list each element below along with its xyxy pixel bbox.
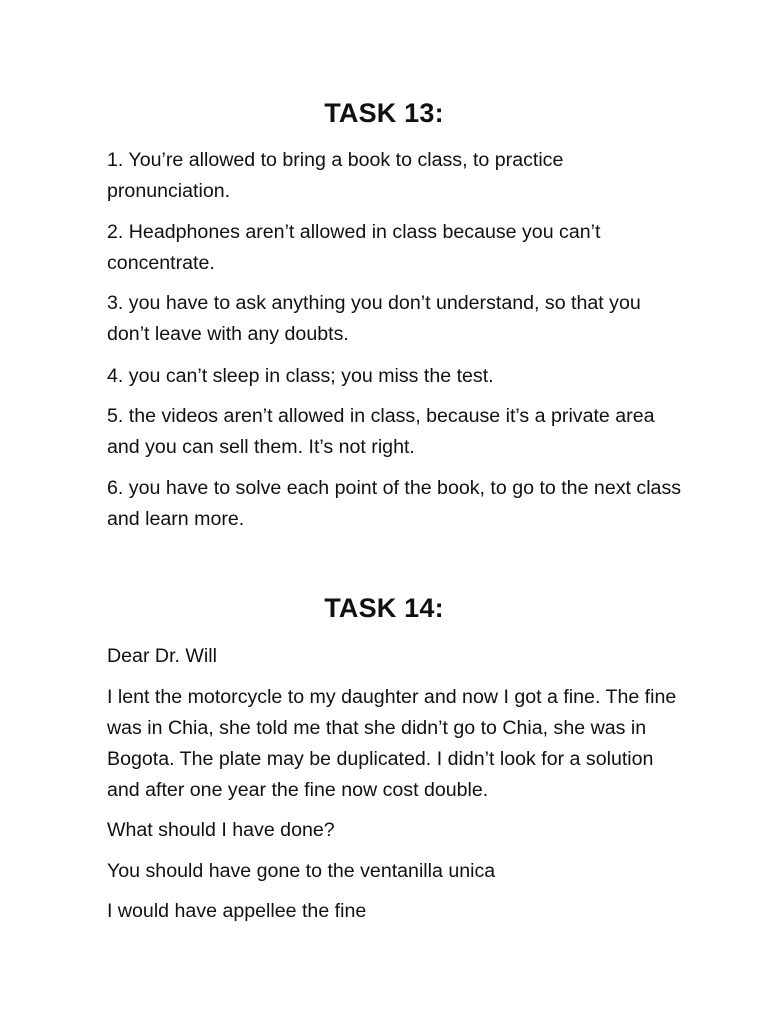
task-13-item-5: 5. the videos aren’t allowed in class, because it’s a private area and you can sell them. It’s not right.: [107, 405, 655, 458]
task-13-item-3: 3. you have to ask anything you don’t understand, so that you don’t leave with any doubts.: [107, 292, 641, 345]
letter-body: I lent the motorcycle to my daughter and now I got a fine. The fine was in Chia, she told me that she didn’t go to Chia, she was in Bogota. The plate may be duplicated. I didn’t look for a solution and after one year the fine now cost double.: [107, 686, 677, 801]
task-13-heading: TASK 13:: [324, 98, 444, 128]
task-13-item-1: 1. You’re allowed to bring a book to class, to practice pronunciation.: [107, 149, 564, 202]
letter-answer-2: I would have appellee the fine: [107, 900, 367, 922]
task-13-item-6: 6. you have to solve each point of the book, to go to the next class and learn more.: [107, 477, 682, 530]
task-13-item-4: 4. you can’t sleep in class; you miss the test.: [107, 365, 494, 387]
letter-answer-1: You should have gone to the ventanilla unica: [107, 860, 496, 882]
task-13-item-2: 2. Headphones aren’t allowed in class because you can’t concentrate.: [107, 221, 601, 274]
letter-salutation: Dear Dr. Will: [107, 645, 217, 667]
task-14-heading: TASK 14:: [324, 593, 444, 623]
letter-question: What should I have done?: [107, 819, 335, 841]
